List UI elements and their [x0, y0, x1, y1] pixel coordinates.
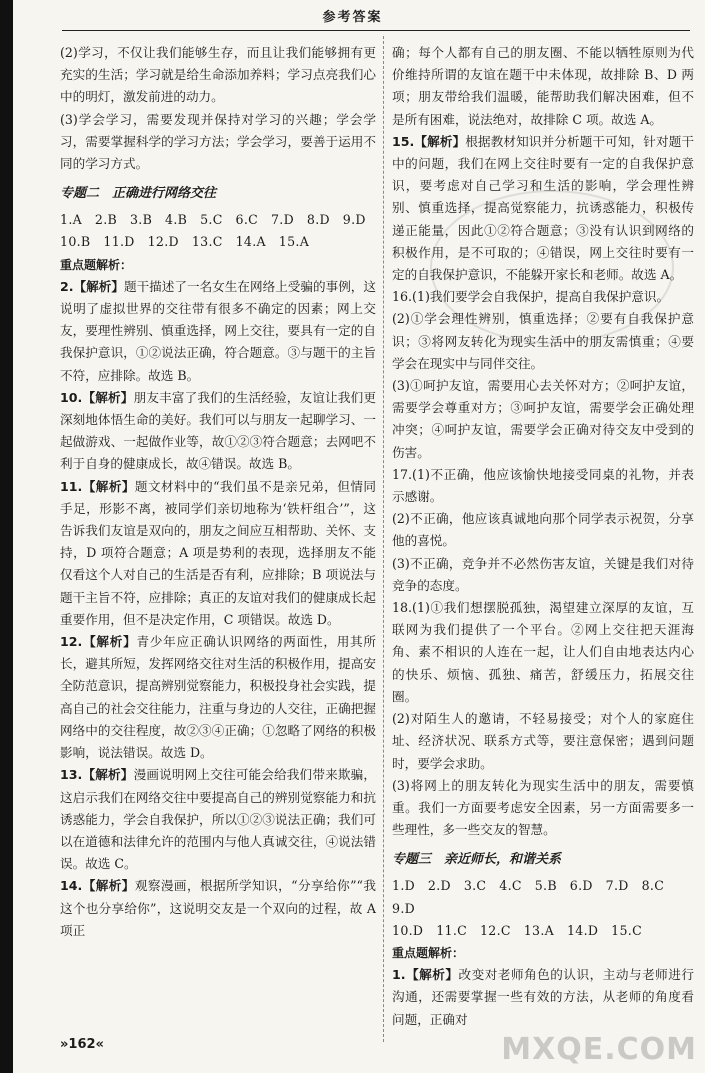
answer-paragraph [60, 764, 376, 875]
paragraph-text: (3)学会学习，需要发现并保持对学习的兴趣；学会学习，需要掌握科学的学习方法；学会学习，要善于运用不同的学习方式。 [60, 111, 376, 172]
question-tag: 1.【解析】 [392, 967, 459, 983]
paragraph-text: 朋友丰富了我们的生活经验，友谊让我们更深刻地体悟生命的美好。我们可以与朋友一起聊学习、一起做游戏、一起做作业等，故①②③符合题意；去网吧不利于自身的健康成长，故④错误。故选 B。 [60, 389, 376, 472]
question-tag: 14.【解析】 [60, 878, 135, 894]
question-tag: 13.【解析】 [60, 767, 134, 783]
answer-paragraph [392, 286, 694, 308]
paragraph-text: 16.(1)我们要学会自我保护，提高自我保护意识。 [392, 289, 670, 305]
answer-key-line: 1.D 2.D 3.C 4.C 5.B 6.D 7.D 8.C 9.D [392, 878, 678, 916]
paragraph-text: (3)①呵护友谊，需要用心去关怀对方；②呵护友谊，需要学会尊重对方；③呵护友谊，需要学会正确处理冲突；④呵护友谊，需要学会正确对待交友中受到的伤害。 [392, 378, 694, 460]
page-binding-edge [0, 0, 13, 1073]
subsection-label: 重点题解析： [60, 257, 133, 272]
header-rule [62, 30, 690, 31]
answer-paragraph [392, 508, 694, 552]
paragraph-text: 题文材料中的“我们虽不是亲兄弟，但情同手足，形影不离，被同学们亲切地称为‘铁杆组合’”，这告诉我们友谊是双向的，朋友之间应互相帮助、关怀、支持，D 项符合题意；A 项是势利的表现，选择朋友不能仅看这个人对自己的生活是否有利，应排除；B 项说法与题干主旨不符，应排除；真正的友谊对我们的健康成长起重要作用，但不是决定作用，C 项错误。故选 D。 [60, 478, 376, 627]
section-title: 专题三 亲近师长，和谐关系 [392, 852, 562, 868]
question-tag: 12.【解析】 [60, 634, 137, 650]
column-divider [383, 36, 384, 1042]
answer-paragraph [392, 775, 694, 842]
paragraph-text: 17.(1)不正确，他应该愉快地接受同桌的礼物，并表示感谢。 [392, 466, 694, 505]
answer-paragraph [60, 276, 376, 387]
answer-paragraph [392, 375, 694, 464]
question-tag: 15.【解析】 [392, 133, 466, 149]
paragraph-text: 观察漫画，根据所学知识，“分享给你”“我这个也分享给你”，这说明交友是一个双向的过程，故 A 项正 [60, 878, 376, 938]
question-tag: 2.【解析】 [60, 278, 124, 294]
answer-key-line: 10.D 11.C 12.C 13.A 14.D 15.C [392, 922, 643, 938]
paragraph-text: (2)学习，不仅让我们能够生存，而且让我们能够拥有更充实的生活；学习就是给生命添加养料；学习点亮我们心中的明灯，激发前进的动力。 [60, 45, 376, 105]
answer-paragraph [60, 875, 376, 942]
watermark-logo: MXQE.COM [501, 1032, 697, 1067]
question-tag: 10.【解析】 [60, 389, 134, 405]
answer-paragraph [392, 42, 694, 131]
paragraph-text: (2)①学会理性辨别，慎重选择；②要有自我保护意识；③将网友转化为现实生活中的朋友需慎重；④要学会在现实中与同伴交往。 [392, 311, 694, 371]
paragraph-text: 改变对老师角色的认识，主动与老师进行沟通，还需要掌握一些有效的方法，从老师的角度看问题，正确对 [392, 967, 694, 1027]
question-tag: 11.【解析】 [60, 478, 135, 494]
paragraph-text: (3)将网上的朋友转化为现实生活中的朋友，需要慎重。我们一方面要考虑安全因素，另一方面需要多一些理性，多一些交友的智慧。 [392, 777, 694, 838]
page-number-value: 162 [68, 1037, 96, 1052]
answer-paragraph [392, 131, 694, 286]
paragraph-text: 18.(1)①我们想摆脱孤独，渴望建立深厚的友谊，互联网为我们提供了一个平台。②网上交往把天涯海角、素不相识的人连在一起，让人们自由地表达内心的快乐、烦恼、孤独、痛苦，舒缓压力，拓展交往圈。 [392, 600, 694, 704]
paragraph-text: 题干描述了一名女生在网络上受骗的事例，这说明了虚拟世界的交往带有很多不确定的因素；网上交友，要理性辨别、慎重选择，网上交往，要具有一定的自我保护意识，①②说法正确，符合题意。③与题干的主旨不符，应排除。故选 B。 [60, 278, 376, 383]
answer-paragraph [60, 631, 376, 764]
answer-paragraph [60, 109, 376, 176]
answer-key-line: 1.A 2.B 3.B 4.B 5.C 6.C 7.D 8.D 9.D [60, 212, 366, 228]
answer-paragraph [392, 308, 694, 375]
paragraph-text: (3)不正确，竞争并不必然伤害友谊，关键是我们对待竞争的态度。 [392, 555, 694, 593]
subsection-label: 重点题解析： [392, 945, 465, 960]
answer-paragraph [60, 387, 376, 476]
section-title: 专题二 正确进行网络交往 [60, 186, 217, 202]
page-number: »162« [60, 1037, 104, 1052]
paragraph-text: 青少年应正确认识网络的两面性，用其所长，避其所短，发挥网络交往对生活的积极作用，提高安全防范意识，提高辨别觉察能力，积极投身社会实践，提高自己的社会交往能力，注重与身边的人交往，正确把握网络中的交往程度，故②③④正确；①忽略了网络的积极影响，说法错误。故选 D。 [60, 634, 377, 761]
answer-paragraph [392, 553, 694, 597]
answer-paragraph [60, 42, 376, 109]
right-column [392, 42, 694, 1031]
answer-paragraph [392, 597, 694, 708]
answer-paragraph [392, 708, 694, 775]
paragraph-text: 漫画说明网上交往可能会给我们带来欺骗，这启示我们在网络交往中要提高自己的辨别觉察能力和抗诱惑能力，学会自我保护，所以①②③说法正确；我们可以在道德和法律允许的范围内与他人真诚交往，④说法错误。故选 C。 [60, 767, 376, 872]
left-column [60, 42, 376, 942]
answer-paragraph [392, 964, 694, 1031]
answer-paragraph [60, 476, 376, 631]
paragraph-text: (2)不正确，他应该真诚地向那个同学表示祝贺，分享他的喜悦。 [392, 511, 694, 549]
paragraph-text: 确；每个人都有自己的朋友圈、不能以牺牲原则为代价维持所谓的友谊在题干中未体现，故排除 B、D 两项；朋友带给我们温暖，能帮助我们解决困难，但不是所有困难，说法绝对，故排除 C 项。故选 A。 [392, 45, 694, 127]
page-header-title: 参考答案 [322, 10, 383, 25]
answer-key-line: 10.B 11.D 12.D 13.C 14.A 15.A [60, 234, 310, 250]
answer-paragraph [392, 464, 694, 508]
paragraph-text: (2)对陌生人的邀请，不轻易接受；对个人的家庭住址、经济状况、联系方式等，要注意保密；遇到问题时，要学会求助。 [392, 711, 694, 771]
paragraph-text: 根据教材知识并分析题干可知，针对题干中的问题，我们在网上交往时要有一定的自我保护意识，要考虑对自己学习和生活的影响，学会理性辨别、慎重选择，提高觉察能力，抗诱惑能力，积极传递正能量，因此①②符合题意；③没有认识到网络的积极作用，是不可取的；④错误，网上交往时要有一定的自我保护意识，不能躲开家长和老师。故选 A。 [392, 133, 694, 283]
